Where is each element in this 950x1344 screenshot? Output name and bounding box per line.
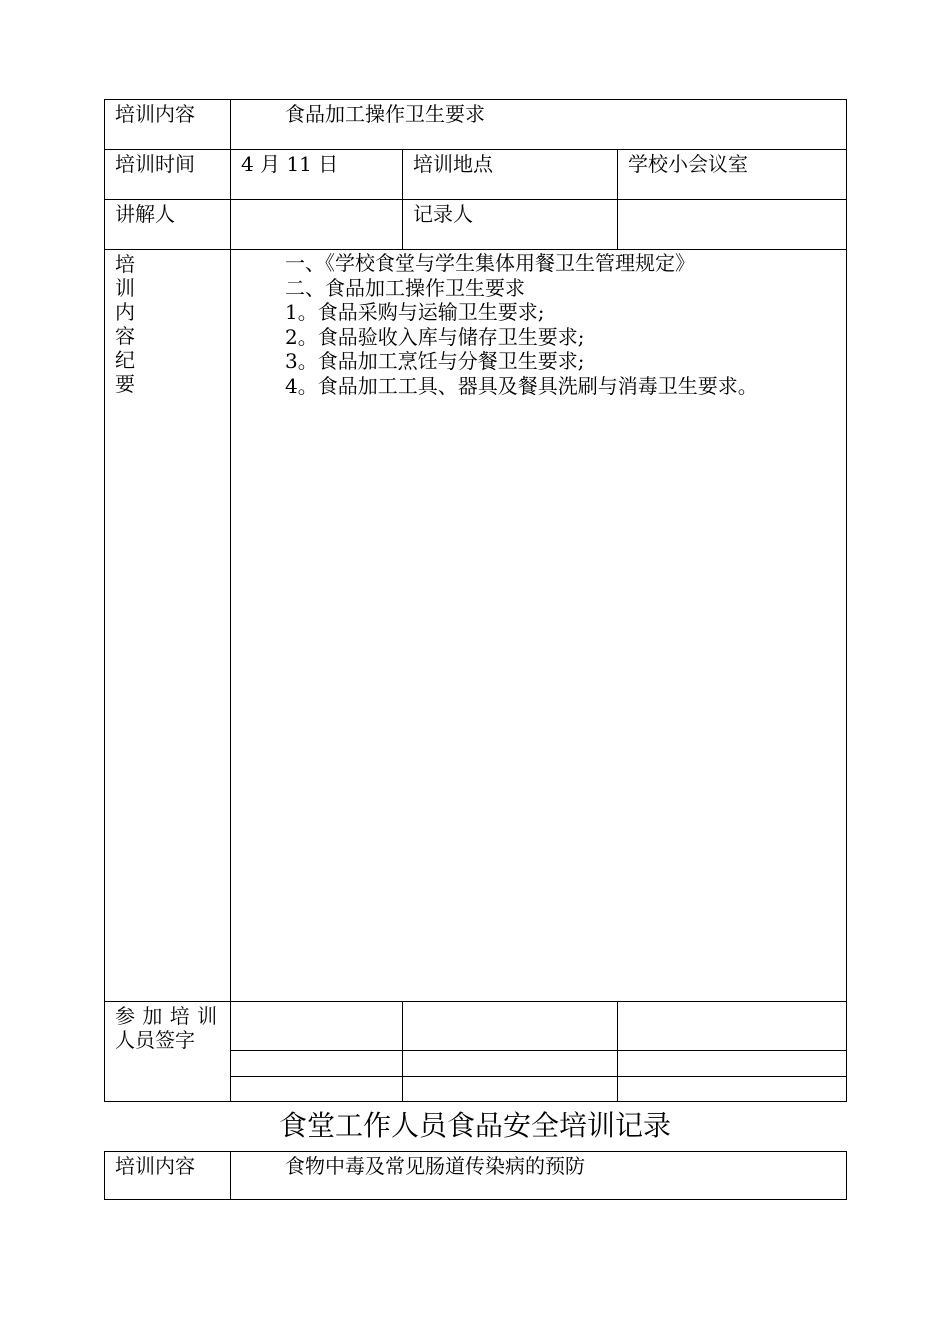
summary-label-char: 培 (115, 252, 135, 276)
signature-cell (231, 1002, 403, 1051)
time-value: 4 月 11 日 (241, 152, 339, 176)
summary-lines (231, 250, 846, 398)
lecturer-label: 讲解人 (115, 202, 175, 226)
signature-label-cell (105, 1002, 231, 1102)
signature-cell (403, 1077, 618, 1102)
signature-label (105, 1002, 230, 1052)
summary-line: 2。食品验收入库与储存卫生要求; (285, 324, 585, 349)
signature-cell (618, 1002, 847, 1051)
training-record-table (104, 99, 847, 1102)
place-value: 学校小会议室 (628, 152, 748, 176)
place-label: 培训地点 (413, 152, 493, 176)
signature-cell (618, 1077, 847, 1102)
content-label: 培训内容 (115, 1154, 195, 1178)
summary-content-cell (231, 250, 847, 1002)
content-value: 食物中毒及常见肠道传染病的预防 (285, 1154, 585, 1178)
record-title: 食堂工作人员食品安全培训记录 (278, 1109, 671, 1142)
summary-label-char: 纪 (115, 348, 135, 372)
summary-label-char: 训 (115, 276, 135, 300)
recorder-value-cell (618, 200, 847, 250)
summary-label-char: 要 (115, 372, 135, 396)
signature-cell (231, 1051, 403, 1077)
time-label-cell (105, 150, 231, 200)
content-value-cell (231, 1152, 847, 1200)
time-label: 培训时间 (115, 152, 195, 176)
content-value-cell (231, 100, 847, 150)
place-label-cell (403, 150, 618, 200)
content-label-cell (105, 1152, 231, 1200)
summary-label-char: 容 (115, 324, 135, 348)
recorder-label-cell (403, 200, 618, 250)
signature-cell (618, 1051, 847, 1077)
summary-label-char: 内 (115, 300, 135, 324)
recorder-label: 记录人 (413, 202, 473, 226)
signature-cell (403, 1051, 618, 1077)
summary-line: 1。食品采购与运输卫生要求; (285, 300, 545, 324)
summary-line: 4。食品加工工具、器具及餐具洗刷与消毒卫生要求。 (285, 373, 758, 398)
summary-label-cell (105, 250, 231, 1002)
summary-line: 3。食品加工烹饪与分餐卫生要求; (285, 349, 585, 373)
time-value-cell (231, 150, 403, 200)
content-value: 食品加工操作卫生要求 (285, 102, 485, 126)
signature-label-line1: 参 加 培 训 (115, 1004, 218, 1028)
signature-cell (231, 1077, 403, 1102)
training-record-table-2 (104, 1151, 847, 1200)
lecturer-label-cell (105, 200, 231, 250)
summary-label (105, 250, 230, 396)
summary-line: 二、食品加工操作卫生要求 (285, 275, 525, 300)
signature-label-line2: 人员签字 (115, 1028, 195, 1052)
lecturer-value (231, 200, 402, 202)
summary-line: 一、《学校食堂与学生集体用餐卫生管理规定》 (285, 251, 695, 275)
lecturer-value-cell (231, 200, 403, 250)
content-label-cell (105, 100, 231, 150)
content-label: 培训内容 (115, 102, 195, 126)
recorder-value (618, 200, 846, 202)
signature-cell (403, 1002, 618, 1051)
place-value-cell (618, 150, 847, 200)
